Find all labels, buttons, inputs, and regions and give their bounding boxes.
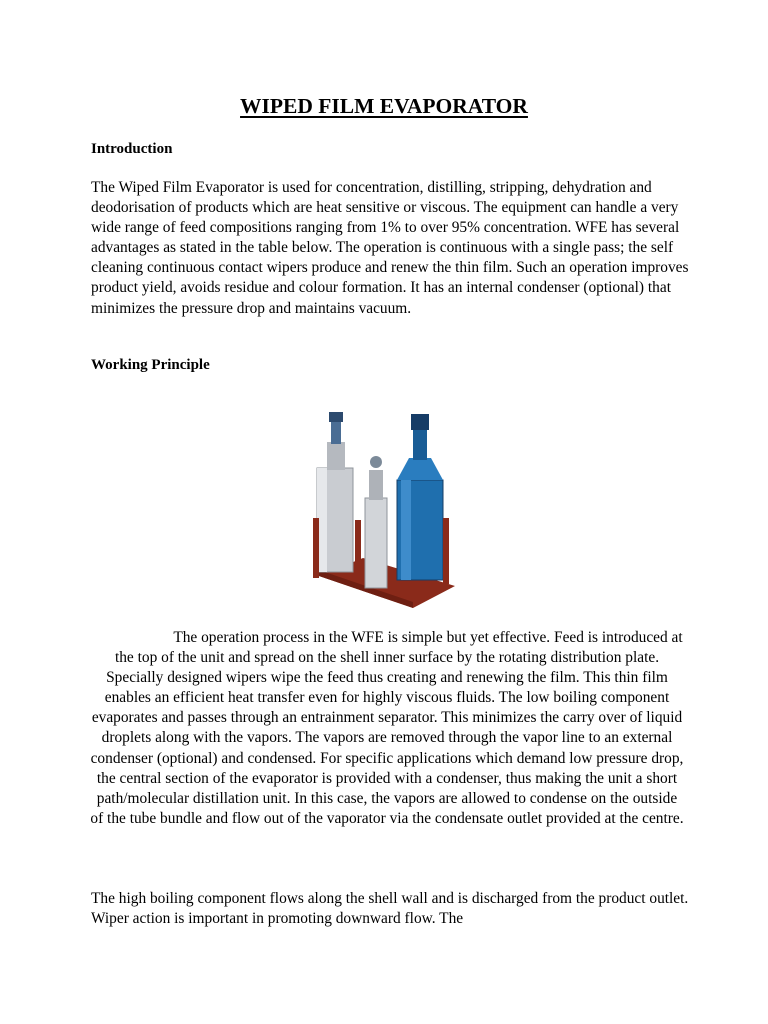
working-principle-paragraph: The operation process in the WFE is simple but yet effective. Feed is introduced at the top of the unit and spread on the shell inner surface by the rotating distribution plate. Specially designed wipers wipe the feed thus creating and renewing the film. This thin film enables an efficient heat transfer even for highly viscous fluids. The low boiling component evaporates and passes through an entrainment separator. This minimizes the carry over of liquid droplets along with the vapors. The vapors are removed through the vapor line to an external condenser (optional) and condensed. For specific applications which demand low pressure drop, the central section of the evaporator is provided with a condenser, thus making the unit a short path/molecular distillation unit. In this case, the vapors are allowed to condense on the outside of the tube bundle and flow out of the vaporator via the condensate outlet provided at the centre. (90, 629, 684, 827)
introduction-heading: Introduction (91, 141, 173, 157)
closing-paragraph: The high boiling component flows along the shell wall and is discharged from the product outlet. Wiper action is important in promoting downward flow. The (91, 890, 689, 928)
evaporator-photo (313, 408, 461, 608)
evaporator-illustration (313, 408, 461, 608)
motor-left (331, 420, 341, 444)
steel-vessel-middle (365, 498, 387, 588)
motor-right (413, 428, 427, 460)
introduction-paragraph: The Wiped Film Evaporator is used for concentration, distilling, stripping, dehydration and deodorisation of products which are heat sensitive or viscous. The equipment can handle a very wide range of feed compositions ranging from 1% to over 95% concentration. WFE has several advantages as stated in the table below. The operation is continuous with a single pass; the self cleaning continuous contact wipers produce and renew the thin film. Such an operation improves product yield, avoids residue and colour formation. It has an internal condenser (optional) that minimizes the pressure drop and maintains vacuum. (91, 179, 689, 317)
working-principle-heading: Working Principle (91, 357, 210, 373)
page-title: WIPED FILM EVAPORATOR (240, 94, 528, 118)
